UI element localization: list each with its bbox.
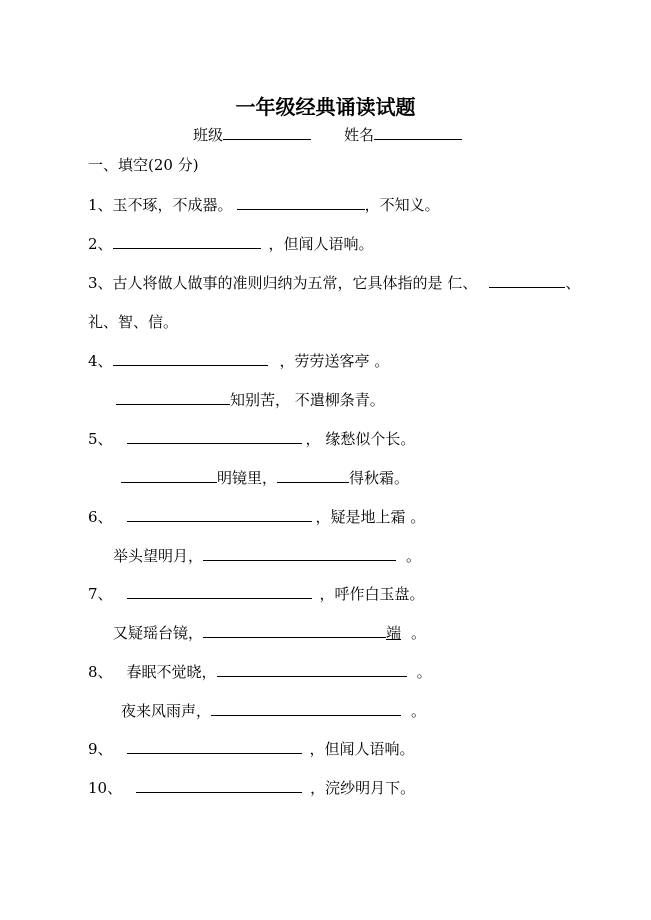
section-heading: 一、填空(20 分) [88, 156, 199, 174]
answer-blank-6b[interactable] [203, 545, 396, 561]
question-text: 。 [416, 663, 432, 681]
name-row [344, 124, 462, 145]
class-label: 班级 [193, 126, 224, 144]
question-3-line-2: 礼、智、信。 [88, 313, 179, 331]
answer-blank-4b[interactable] [116, 389, 230, 405]
question-text: 得秋霜。 [349, 469, 410, 487]
question-text: 夜来风雨声， [121, 702, 212, 720]
question-number: 5、 [88, 430, 113, 448]
question-text: 、 [565, 274, 581, 292]
question-text: 又疑瑶台镜， [113, 624, 204, 642]
question-number: 10、 [88, 779, 123, 797]
question-9 [88, 738, 415, 759]
question-4-line-2 [116, 389, 385, 410]
question-text: ，不知义。 [364, 196, 440, 214]
question-text: ，呼作白玉盘。 [319, 585, 425, 603]
question-text: 端 [386, 624, 402, 642]
question-number: 1、 [88, 196, 113, 214]
answer-blank-10[interactable] [136, 777, 302, 793]
question-5 [88, 428, 415, 449]
question-number: 4、 [88, 352, 113, 370]
class-row [193, 124, 311, 145]
question-text: 3、古人将做人做事的准则归纳为五常，它具体指的是 仁、 [88, 274, 478, 292]
question-text: ，浣纱明月下。 [310, 779, 416, 797]
question-text: 。 [411, 624, 427, 642]
answer-blank-8b[interactable] [211, 700, 401, 716]
question-4 [88, 350, 389, 371]
question-8 [88, 661, 432, 682]
question-3 [88, 272, 580, 293]
question-text: 明镜里， [217, 469, 278, 487]
answer-blank-2[interactable] [113, 233, 261, 249]
question-6-line-2 [113, 545, 421, 566]
question-5-line-2 [121, 467, 409, 488]
question-text: 。 [411, 702, 427, 720]
question-6 [88, 506, 425, 527]
answer-blank-4a[interactable] [113, 350, 268, 366]
answer-blank-6a[interactable] [127, 506, 312, 522]
answer-blank-5b[interactable] [121, 467, 217, 483]
question-text: ，但闻人语响。 [309, 740, 415, 758]
question-text: ， 缘愁似个长。 [305, 430, 416, 448]
question-1 [88, 194, 440, 215]
question-text: 举头望明月， [113, 547, 204, 565]
answer-blank-1[interactable] [237, 194, 365, 210]
question-text: ，疑是地上霜 。 [315, 508, 426, 526]
answer-blank-7a[interactable] [127, 583, 312, 599]
question-text: 。 [406, 547, 422, 565]
question-number: 8、 [88, 663, 113, 681]
question-text: 玉不琢，不成器。 [112, 196, 233, 214]
question-text: ，但闻人语响。 [268, 235, 374, 253]
question-number: 9、 [88, 740, 113, 758]
question-text: ，劳劳送客亭 。 [279, 352, 390, 370]
name-label: 姓名 [344, 126, 375, 144]
answer-blank-5a[interactable] [127, 428, 302, 444]
answer-blank-9[interactable] [127, 738, 302, 754]
question-7-line-2 [113, 622, 426, 643]
question-text: 春眠不觉晓， [126, 663, 217, 681]
question-10 [88, 777, 415, 798]
name-blank[interactable] [374, 124, 462, 140]
question-number: 2、 [88, 235, 113, 253]
page-title: 一年级经典诵读试题 [235, 95, 416, 119]
answer-blank-5c[interactable] [277, 467, 349, 483]
class-blank[interactable] [223, 124, 311, 140]
question-text: 知别苦， 不遣柳条青。 [230, 391, 385, 409]
question-7 [88, 583, 425, 604]
question-2 [88, 233, 374, 254]
question-8-line-2 [121, 700, 426, 721]
question-number: 7、 [88, 585, 113, 603]
answer-blank-8a[interactable] [217, 661, 407, 677]
question-number: 6、 [88, 508, 113, 526]
answer-blank-7b[interactable] [203, 622, 386, 638]
answer-blank-3[interactable] [489, 272, 565, 288]
